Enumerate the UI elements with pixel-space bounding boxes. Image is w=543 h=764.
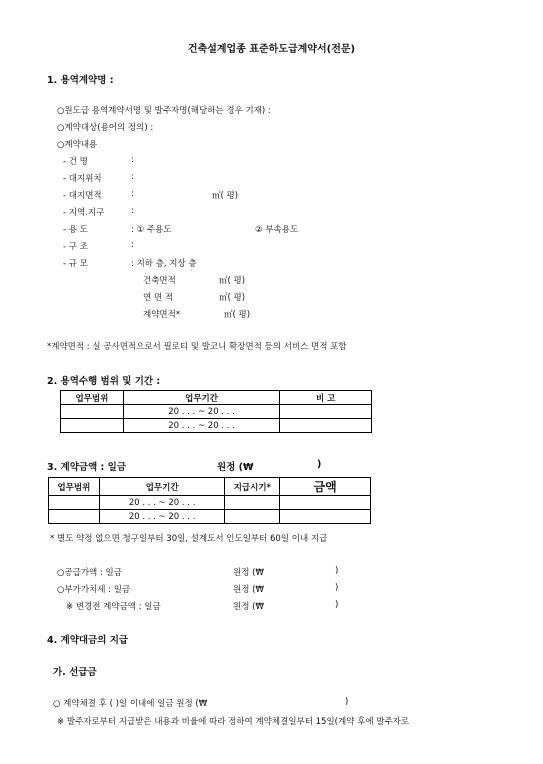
period-cell[interactable]: 20 . . . ~ 20 . . . [99,496,225,510]
header-amount: 금액 [280,478,371,496]
s1-colon-site-location: : [131,172,134,182]
section-4-sub-advance: 가. 선급금 [53,667,97,678]
s1-label-scale: - 규 모 [63,259,88,269]
s1-colon-name: : [131,155,134,165]
amount-cell[interactable] [280,510,371,524]
section-3-heading: 3. 계약금액 : 일금 [47,462,127,473]
s1-label-total-floor-area: 연 면 적 [143,293,174,303]
table-header-row [61,391,372,405]
s1-label-contract-area: 계약면적* [143,310,181,320]
s1-value-scale: : 지하 층, 지상 층 [131,259,197,269]
period-cell[interactable]: 20 . . . ~ 20 . . . [123,405,279,419]
remarks-cell[interactable] [280,405,372,419]
header-payment-time: 지급시기* [225,478,280,496]
section-4-heading: 4. 계약대금의 지급 [47,635,129,646]
s1-value-sub-use: ② 부속용도 [255,225,299,235]
amount-cell[interactable] [280,496,371,510]
s1-unit-site-area: ㎡( 평) [212,191,239,201]
s3-vat-close: ) [335,583,339,593]
s1-unit-building-area: ㎡( 평) [219,276,246,286]
s1-colon-zone: : [131,206,134,216]
s3-supply-price-label: ○공급가액 : 일금 [57,568,122,578]
s1-value-main-use: : ① 주용도 [131,225,172,235]
scope-cell[interactable] [61,419,124,433]
s1-label-zone: - 지역.지구 [63,208,105,218]
s1-line-contract-content: ○계약내용 [57,140,98,150]
s1-label-site-area: - 대지면적 [63,191,102,201]
remarks-cell[interactable] [280,419,372,433]
s1-unit-contract-area: ㎡( 평) [224,310,251,320]
header-period: 업무기간 [123,391,279,405]
s3-prev-amount-close: ) [335,600,339,610]
s1-label-structure: - 구 조 [63,242,88,252]
s1-colon-site-area: : [131,189,134,199]
s1-unit-total-floor-area: ㎡( 평) [219,293,246,303]
s3-vat-won: 원정 (₩ [233,585,264,595]
s3-supply-price-close: ) [335,566,339,576]
s1-line-contract-target: ○계약대상(용어의 정의) : [57,123,154,133]
section-3-close: ) [317,459,322,470]
period-cell[interactable]: 20 . . . ~ 20 . . . [123,419,279,433]
contract-amount-table [48,477,371,524]
scope-cell[interactable] [49,510,100,524]
s1-label-use: - 용 도 [63,225,88,235]
s3-supply-price-won: 원정 (₩ [233,568,264,578]
s3-prev-amount-label: ※ 변경전 계약금액 : 일금 [66,602,161,612]
table-row [49,496,371,510]
table-row [61,405,372,419]
s1-line-contract-name: ○원도급 용역계약서명 및 발주자명(해당하는 경우 기재) : [57,106,271,116]
table-row [49,510,371,524]
table-row [61,419,372,433]
section-3-won: 원정 (₩ [217,462,254,473]
payment-time-cell[interactable] [225,510,280,524]
s3-vat-label: ○부가가치세 : 일금 [57,585,131,595]
header-period: 업무기간 [99,478,225,496]
s1-label-building-area: 건축면적 [143,276,176,286]
section-2-heading: 2. 용역수행 범위 및 기간 : [47,376,161,387]
payment-time-cell[interactable] [225,496,280,510]
s1-colon-structure: : [131,240,134,250]
section-1-heading: 1. 용역계약명 : [47,75,114,86]
s1-label-site-location: - 대지위치 [63,174,102,184]
s1-contract-area-note: *계약면적 : 실 공사면적으로서 필로티 및 발코니 확장면적 등의 서비스 면적 포함 [47,342,347,352]
s3-payment-note: * 별도 약정 없으면 청구일부터 30일, 설계도서 인도일부터 60일 이내 지급 [50,534,328,544]
scope-period-table [60,390,372,433]
document-title: 건축설계업종 표준하도급계약서(전문) [187,44,356,55]
s4-advance-close: ) [345,697,349,707]
s1-label-name: - 건 명 [63,157,88,167]
header-scope: 업무범위 [61,391,124,405]
header-remarks: 비 고 [280,391,372,405]
scope-cell[interactable] [49,496,100,510]
s3-prev-amount-won: 원정 (₩ [233,602,264,612]
s4-advance-note: ※ 발주자로부터 지급받은 내용과 비율에 따라 정하여 계약체결일부터 15일(계약 후에 발주자로 [57,717,410,727]
period-cell[interactable]: 20 . . . ~ 20 . . . [99,510,225,524]
scope-cell[interactable] [61,405,124,419]
header-scope: 업무범위 [49,478,100,496]
table-header-row [49,478,371,496]
s4-advance-line: ○ 계약체결 후 ( )일 이내에 일금 원정 (₩ [53,699,208,709]
